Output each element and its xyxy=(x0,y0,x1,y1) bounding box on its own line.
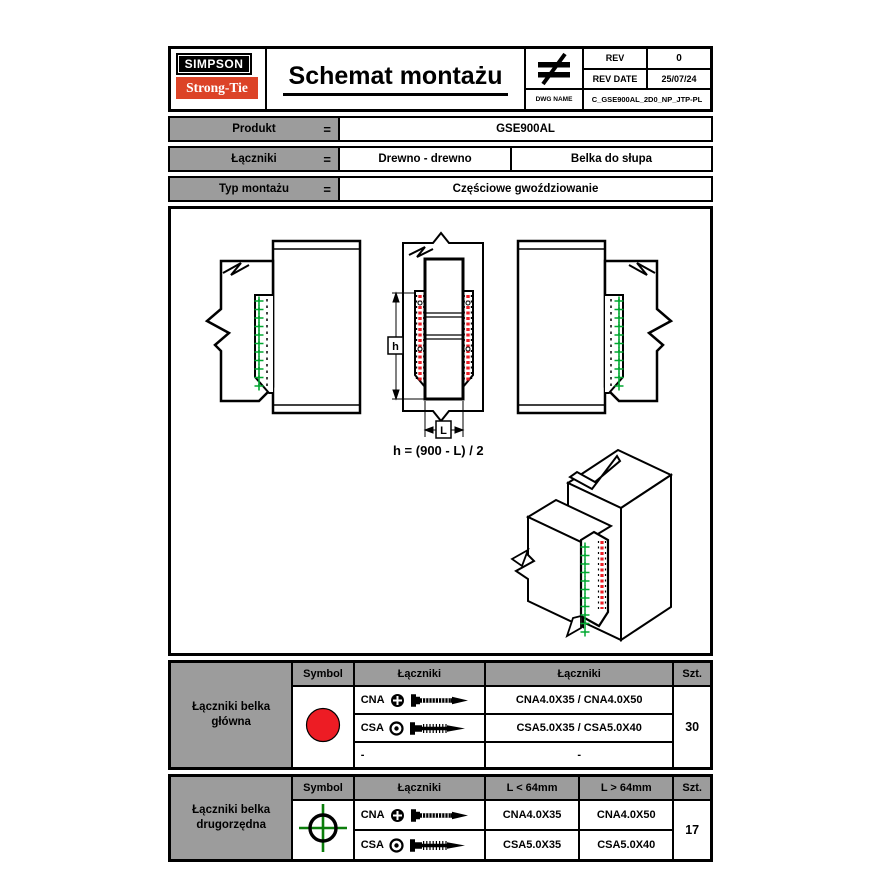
col-header-symbol: Symbol xyxy=(292,776,353,801)
drawing-sheet xyxy=(168,46,713,862)
secondary-beam-qty: 17 xyxy=(673,800,711,861)
sheet-title-cell xyxy=(267,49,524,109)
drawing-view-left xyxy=(207,241,360,413)
green-crosshair-symbol xyxy=(298,803,348,853)
csa-models: CSA5.0X35 / CSA5.0X40 xyxy=(485,714,673,742)
cna-fastener-cell: CNA xyxy=(354,686,485,714)
empty-fastener-cell: - xyxy=(354,742,485,769)
brand-logo xyxy=(171,49,267,109)
table-row-label: Łączniki belka drugorzędna xyxy=(170,776,293,861)
assembly-drawing xyxy=(171,209,711,654)
connectors-row xyxy=(168,146,713,172)
csa-model-short: CSA5.0X35 xyxy=(485,830,579,861)
rev-date-label: REV DATE xyxy=(584,70,646,89)
height-formula: h = (900 - L) / 2 xyxy=(393,443,484,458)
dim-h-label: h xyxy=(392,341,399,353)
csa-screw-icon xyxy=(409,721,469,736)
cna-model-long: CNA4.0X50 xyxy=(579,800,673,830)
simpson-logo: SIMPSON xyxy=(176,53,252,75)
mounting-type-value: Częściowe gwoździowanie xyxy=(452,183,599,195)
revision-block xyxy=(524,49,710,109)
mounting-type-row xyxy=(168,176,713,202)
equals-sign: = xyxy=(323,121,331,137)
main-beam-qty: 30 xyxy=(673,686,711,769)
cna-head-icon xyxy=(390,808,405,823)
dim-l-label: L xyxy=(440,425,447,437)
csa-fastener-cell: CSA xyxy=(354,830,485,861)
table-row-label: Łączniki belka główna xyxy=(170,662,293,769)
dwg-name-value: C_GSE900AL_2D0_NP_JTP-PL xyxy=(584,90,710,109)
empty-models: - xyxy=(485,742,673,769)
red-circle-symbol xyxy=(302,704,344,746)
main-beam-symbol-cell xyxy=(292,686,353,769)
col-header-fasteners: Łączniki xyxy=(354,662,485,687)
product-row xyxy=(168,116,713,142)
page-title: Schemat montażu xyxy=(283,62,509,96)
strongtie-logo: Strong-Tie xyxy=(176,77,258,99)
equals-sign: = xyxy=(323,151,331,167)
col-header-l-short: L < 64mm xyxy=(485,776,579,801)
cna-head-icon xyxy=(390,693,405,708)
col-header-symbol: Symbol xyxy=(292,662,353,687)
mounting-type-label-cell: Typ montażu = xyxy=(170,178,340,200)
col-header-fastener-models: Łączniki xyxy=(485,662,673,687)
product-label-cell: Produkt = xyxy=(170,118,340,140)
secondary-beam-symbol-cell xyxy=(292,800,353,861)
col-header-l-long: L > 64mm xyxy=(579,776,673,801)
cna-fastener-cell: CNA xyxy=(354,800,485,830)
drawing-area xyxy=(168,206,713,656)
col-header-qty: Szt. xyxy=(673,662,711,687)
dwg-name-label: DWG NAME xyxy=(526,90,582,109)
drawing-view-isometric xyxy=(512,450,671,640)
csa-head-icon xyxy=(389,838,404,853)
product-value: GSE900AL xyxy=(496,123,555,135)
connectors-value-1: Drewno - drewno xyxy=(340,148,512,170)
cna-model-short: CNA4.0X35 xyxy=(485,800,579,830)
col-header-qty: Szt. xyxy=(673,776,711,801)
equals-sign: = xyxy=(323,181,331,197)
title-block xyxy=(168,46,713,112)
rev-label: REV xyxy=(584,49,646,68)
drawing-view-section xyxy=(388,233,483,438)
rev-date-value: 25/07/24 xyxy=(648,70,710,89)
main-beam-fastener-table xyxy=(168,660,713,770)
secondary-beam-fastener-table xyxy=(168,774,713,862)
cna-nail-icon xyxy=(410,693,470,708)
rev-value: 0 xyxy=(648,49,710,68)
csa-fastener-cell: CSA xyxy=(354,714,485,742)
drawing-view-right xyxy=(518,241,671,413)
col-header-fasteners: Łączniki xyxy=(354,776,485,801)
csa-model-long: CSA5.0X40 xyxy=(579,830,673,861)
cna-models: CNA4.0X35 / CNA4.0X50 xyxy=(485,686,673,714)
csa-head-icon xyxy=(389,721,404,736)
connectors-label-cell: Łączniki = xyxy=(170,148,340,170)
cna-nail-icon xyxy=(410,808,470,823)
projection-symbol-icon xyxy=(526,49,582,88)
csa-screw-icon xyxy=(409,838,469,853)
connectors-value-2: Belka do słupa xyxy=(570,153,653,165)
